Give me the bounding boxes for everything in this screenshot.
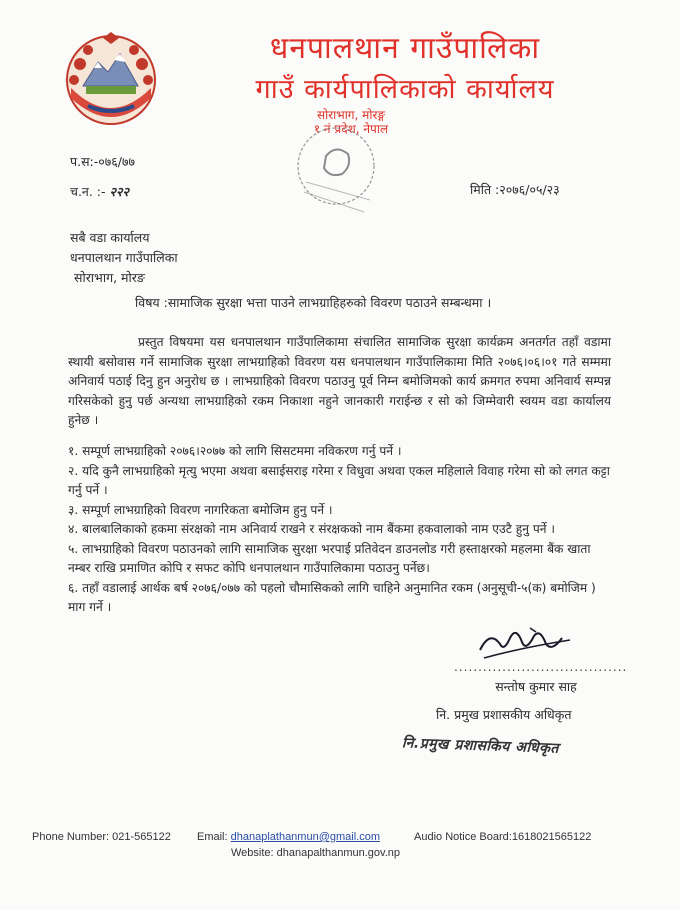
- signatory-designation: नि. प्रमुख प्रशासकीय अधिकृत: [436, 707, 572, 722]
- letterhead-title-municipality: धनपालथान गाउँपालिका: [269, 31, 541, 66]
- nepal-emblem-logo: [58, 28, 164, 130]
- designation-stamp: नि.प्रमुख प्रशासकिय अधिकृत: [401, 735, 560, 757]
- footer-email-label: Email:: [197, 831, 231, 843]
- letter-body: [68, 333, 611, 431]
- dispatch-number-label: च.न. :-: [70, 184, 106, 199]
- signature-line: ....................................: [454, 660, 628, 674]
- dispatch-number: [70, 184, 129, 200]
- body-paragraph: प्रस्तुत विषयमा यस धनपालथान गाउँपालिकामा संचालित सामाजिक सुरक्षा कार्यक्रम अनतर्गत तहाँ वडामा स्थायी बसोवास गर्ने सामाजिक सुरक्षा लाभग्राहिको विवरण यस धनपालथान गाउँपालिकामा मिति २०७६।०६।०१ गते सम्ममा अनिवार्य पठाई दिनु हुन अनुरोध छ । लाभग्राहिको विवरण पठाउनु पूर्व निम्न बमोजिमको कार्य क्रमगत रुपमा अनिवार्य सम्पन्न गरिसकेको हुनु पर्छ अन्यथा लाभग्राहिको रकम निकाशा नहुने जानकारी गराईन्छ र सो को जिम्मेवारी स्वयम वडा कार्यालय हुनेछ ।: [68, 335, 611, 428]
- footer-email: [197, 831, 380, 843]
- footer-website: Website: dhanapalthanmun.gov.np: [231, 847, 400, 859]
- letter-subject: विषय :सामाजिक सुरक्षा भत्ता पाउने लाभग्राहिहरुको विवरण पठाउने सम्बन्धमा ।: [135, 295, 492, 310]
- instruction-item: ३. सम्पूर्ण लाभग्राहिको विवरण नागरिकता बमोजिम हुनु पर्ने ।: [68, 502, 333, 517]
- instruction-item: ५. लाभग्राहिको विवरण पठाउनको लागि सामाजिक सुरक्षा भरपाई प्रतिवेदन डाउनलोड गरी हस्ताक्षरको महलमा बैंक खाता नम्बर राखि प्रमाणित कोपि र सफट कोपि धनपालथान गाउँपालिकामा पठाउनु पर्नेछ।: [68, 541, 591, 575]
- reference-number: प.स:-०७६/७७: [70, 154, 135, 169]
- recipient-address: [70, 228, 178, 288]
- letterhead-title-office: गाउँ कार्यपालिकाको कार्यालय: [255, 74, 555, 105]
- recipient-line: सबै वडा कार्यालय: [70, 230, 150, 245]
- recipient-line: सोराभाग, मोरङ: [74, 270, 145, 285]
- footer-email-link[interactable]: dhanaplathanmun@gmail.com: [230, 831, 380, 843]
- instruction-list: [68, 442, 616, 618]
- letterhead-address-line1: सोराभाग, मोरङ्ग: [317, 108, 385, 122]
- signatory-name: सन्तोष कुमार साह: [495, 679, 577, 694]
- letter-date: मिति :२०७६/०५/२३: [470, 182, 560, 197]
- instruction-item: ४. बालबालिकाको हकमा संरक्षको नाम अनिवार्य राखने र संरक्षकको नाम बैंकमा हकवालाको नाम एउटै हुनु पर्ने ।: [68, 522, 556, 536]
- letterhead-address-line2: १ नं प्रदेश, नेपाल: [313, 122, 389, 136]
- instruction-item: १. सम्पूर्ण लाभग्राहिको २०७६।२०७७ को लागि सिसटममा नविकरण गर्नु पर्ने ।: [68, 444, 402, 458]
- office-seal-stamp: [290, 122, 390, 222]
- instruction-item: ६. तहाँ वडालाई आर्थक बर्ष २०७६/०७७ को पहलो चौमासिकको लागि चाहिने अनुमानित रकम (अनुसूची-५(क) बमोजिम ) माग गर्ने ।: [68, 580, 596, 614]
- dispatch-number-value: २२२: [109, 184, 130, 199]
- recipient-line: धनपालथान गाउँपालिका: [70, 250, 178, 265]
- handwritten-signature: [470, 618, 580, 666]
- instruction-item: २. यदि कुनै लाभग्राहिको मृत्यु भएमा अथवा बसाईसराइ गरेमा र विधुवा अथवा एकल महिलाले विवाह गरेमा सो को लगत कट्टा गर्नु पर्ने ।: [68, 463, 610, 497]
- footer-phone: Phone Number: 021-565122: [32, 831, 171, 843]
- footer-audio-notice: Audio Notice Board:1618021565122: [414, 831, 592, 843]
